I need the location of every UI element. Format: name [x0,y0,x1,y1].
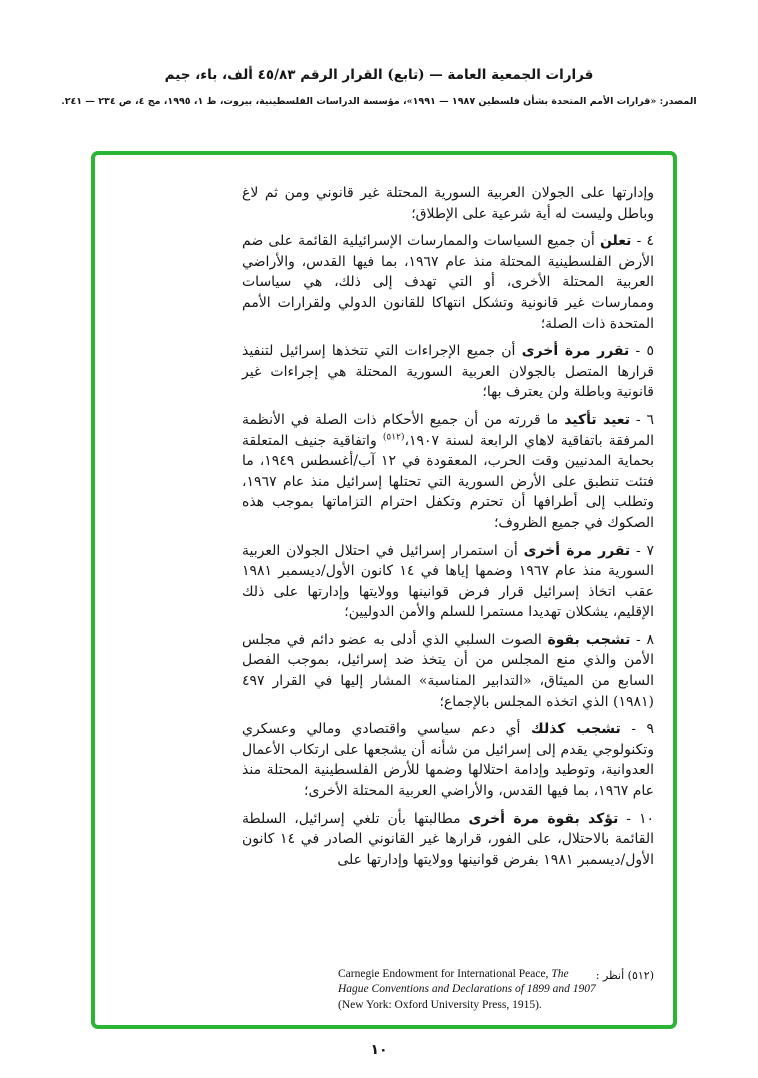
paragraph-text: أن جميع الإجراءات التي تتخذها إسرائيل لتنفيذ قرارها المتصل بالجولان العربية السورية المحتلة هي إجراءات غير قانونية وباطلة ولن يعترف بها؛ [242,343,654,401]
footnote-marker: (٥١٢) أنظر : [595,968,654,982]
footnote-citation-title-start: The [551,967,569,980]
footnote-citation-roman: Carnegie Endowment for International Peace, [338,967,552,980]
paragraph-lead-verb: تعلن [599,233,632,250]
paragraph-number: ٦ - [635,411,655,428]
source-citation: المصدر: «قرارات الأمم المتحدة بشأن فلسطين ١٩٨٧ — ١٩٩١»، مؤسسة الدراسات الفلسطينية، بيروت، ط ١، ١٩٩٥، مج ٤، ص ٢٣٤ — ٢٤١. [61,96,697,107]
paragraph-continuation [242,183,654,224]
paragraph-text: واتفاقية جنيف المتعلقة بحماية المدنيين وقت الحرب، المعقودة في ١٢ آب/أغسطس ١٩٤٩، ما فتئت تنطبق على الأرض السورية التي تحتلها إسرائيل منذ عام ١٩٦٧، وتطلب إلى أطرافها أن تحترم وتكفل احترام التزاماتها بموجب هذه الصكوك في جميع الظروف؛ [242,432,654,531]
paragraph-number: ٩ - [631,721,654,738]
paragraph-lead-verb: تشجب بقوة [547,631,631,648]
paragraph-lead-verb: تؤكد بقوة مرة أخرى [468,810,619,827]
paragraph-text: ما قررته من أن جميع الأحكام ذات الصلة في الأنظمة المرفقة باتفاقية لاهاي الرابعة لسنة ١٩٠٧، [242,411,655,449]
footnote-line-2: Hague Conventions and Declarations of 1899 and 1907 [338,983,596,995]
paragraph-lead-verb: تقرر مرة أخرى [521,343,630,360]
paragraph-text: أن استمرار إسرائيل في احتلال الجولان العربية السورية منذ عام ١٩٦٧ وضمها إياها في ١٤ كانون الأول/ديسمبر ١٩٨١ عقب اتخاذ إسرائيل قرار فرض قوانينها وولايتها وإدارتها على ذلك الإقليم، يشكلان تهديدا مستمرا للسلم والأمن الدوليين؛ [242,542,655,621]
resolution-paragraph-7 [242,541,654,623]
paragraph-text: الصوت السلبي الذي أدلى به عضو دائم في مجلس الأمن والذي منع المجلس من أن يتخذ ضد إسرائيل، بموجب الفصل السابع من الميثاق، «التدابير المناسبة» المشار إليها في القرار ٤٩٧ (١٩٨١) الذي اتخذه المجلس بالإجماع؛ [242,631,654,710]
paragraph-text: مطالبتها بأن تلغي إسرائيل، السلطة القائمة بالاحتلال، على الفور، قرارها غير القانوني الصادر في ١٤ كانون الأول/ديسمبر ١٩٨١ بفرض قوانينها وولايتها وإدارتها على [242,810,654,868]
footnote-line-3: (New York: Oxford University Press, 1915). [338,998,542,1011]
paragraph-number: ١٠ - [626,810,654,827]
resolution-paragraph-9 [242,719,654,801]
paragraph-number: ٥ - [635,343,655,360]
resolution-paragraph-4 [242,231,654,334]
paragraph-text: أن جميع السياسات والممارسات الإسرائيلية القائمة على ضم الأرض الفلسطينية المحتلة منذ عام ١٩٦٧، بما فيها القدس، والأراضي العربية المحتلة الأخرى، أو التي تهدف إلى ذلك، هي سياسات وممارسات غير قانونية وتشكل انتهاكا للقانون الدولي ولقرارات الأمم المتحدة ذات الصلة؛ [242,233,654,332]
footnote [242,967,654,1014]
green-frame [91,151,677,1029]
paragraph-number: ٧ - [635,542,655,559]
resolution-paragraph-5 [242,341,654,403]
paragraph-lead-verb: تقرر مرة أخرى [523,542,631,559]
paragraph-lead-verb: تشجب كذلك [530,721,621,738]
footnote-reference: (٥١٢) [382,431,405,442]
paragraph-number: ٨ - [636,631,654,648]
paragraph-text: وإدارتها على الجولان العربية السورية المحتلة غير قانوني ومن ثم لاغ وباطل وليست له أية شرعية على الإطلاق؛ [242,185,654,222]
paragraph-text: أي دعم سياسي واقتصادي ومالي وعسكري وتكنولوجي يقدم إلى إسرائيل من شأنه أن يشجعها على ارتكاب الأعمال العدوانية، وتوطيد وإدامة احتلالها وضمها للأرض الفلسطينية المحتلة منذ عام ١٩٦٧، بما فيها القدس، والأراضي العربية المحتلة الأخرى؛ [242,721,654,800]
resolution-text [242,183,654,877]
paragraph-number: ٤ - [636,233,655,250]
resolution-paragraph-6 [242,410,654,534]
resolution-paragraph-8 [242,630,654,712]
page-title: قرارات الجمعية العامة — (تابع) القرار الرقم ٤٥/٨٣ ألف، باء، جيم [164,67,594,83]
page-number: ١٠ [370,1042,388,1058]
paragraph-lead-verb: تعيد تأكيد [564,411,630,428]
resolution-paragraph-10 [242,809,654,871]
